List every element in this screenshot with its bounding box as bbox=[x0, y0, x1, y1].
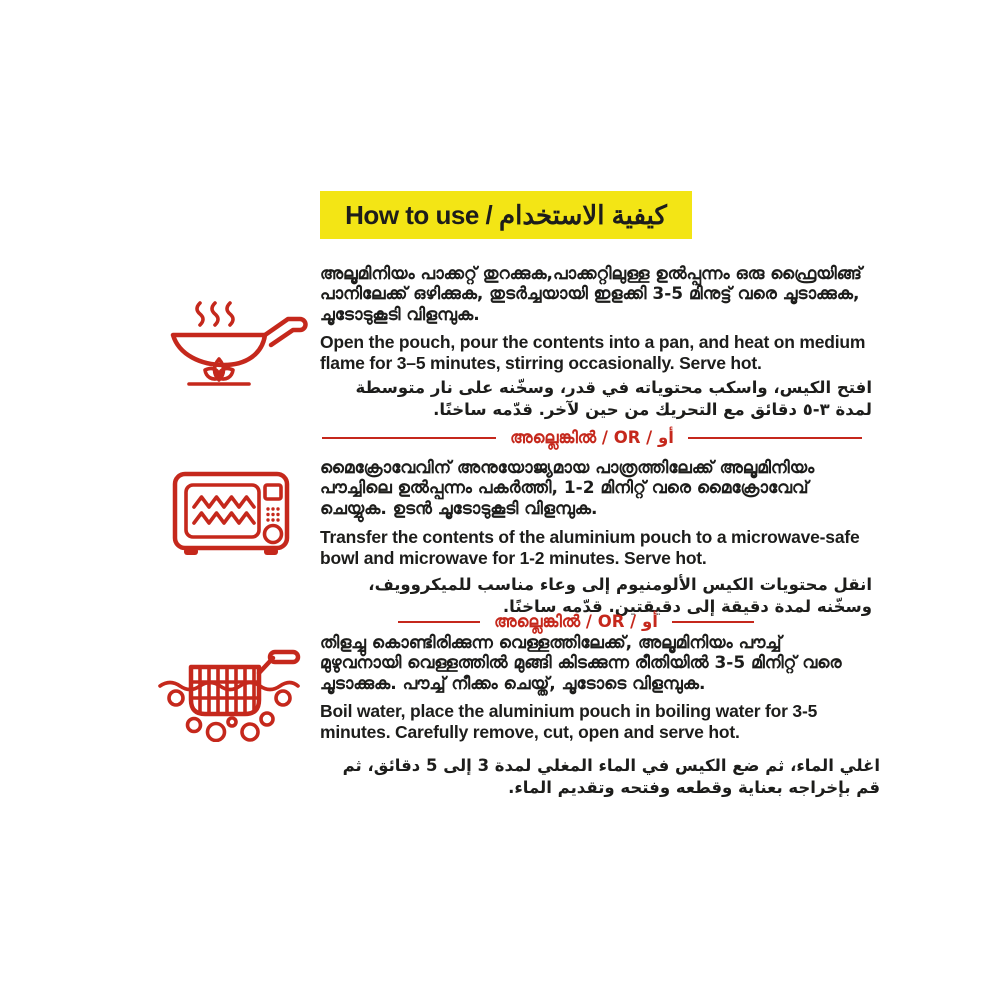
microwave-foot-left bbox=[184, 548, 198, 555]
stove-instructions-english: Open the pouch, pour the contents into a pan, and heat on medium flame for 3–5 minutes, stirring occasionally. Serve hot. bbox=[320, 332, 866, 373]
pan-body bbox=[173, 319, 306, 365]
microwave-buttons bbox=[266, 507, 279, 521]
divider-line-right bbox=[672, 621, 754, 623]
how-to-use-title-bar bbox=[320, 191, 692, 239]
or-divider-label: അല്ലെങ്കിൽ / OR / أو bbox=[494, 612, 658, 631]
wave-line-1 bbox=[194, 497, 254, 507]
microwave-instructions-malayalam: മൈക്രോവേവിന് അനുയോജ്യമായ പാത്രത്തിലേക്ക് അലൂമിനിയം പൗച്ചിലെ ഉൽപ്പന്നം പകർത്തി, 1-2 മിനിറ്റ് വരെ മൈക്രോവേവ് ചെയ്യുക. ഉടൻ ചൂടോടുകൂടി വിളമ്പുക. bbox=[320, 458, 815, 519]
boiling-instructions-english: Boil water, place the aluminium pouch in boiling water for 3-5 minutes. Carefully remove, cut, open and serve hot. bbox=[320, 701, 818, 742]
or-divider-1 bbox=[322, 426, 862, 450]
divider-line-left bbox=[398, 621, 480, 623]
divider-line-left bbox=[322, 437, 496, 439]
divider-line-right bbox=[688, 437, 862, 439]
microwave-display bbox=[265, 485, 281, 499]
microwave-knob bbox=[265, 526, 282, 543]
stove-instructions-arabic: افتح الكيس، واسكب محتوياته في قدر، وسخّنه على نار متوسطة لمدة ٣-٥ دقائق مع التحريك من حين لآخر. قدّمه ساخنًا. bbox=[355, 378, 872, 419]
boiling-instructions-malayalam: തിളച്ചു കൊണ്ടിരിക്കുന്ന വെള്ളത്തിലേക്ക്, അലൂമിനിയം പൗച്ച് മുഴുവനായി വെള്ളത്തിൽ മുങ്ങി കിടക്കുന്ന രീതിയിൽ 3-5 മിനിറ്റ് വരെ ചൂടാക്കുക. പൗച്ച് നീക്കം ചെയ്ത്, ചൂടോടെ വിളമ്പുക. bbox=[320, 633, 842, 694]
or-divider-label: അല്ലെങ്കിൽ / OR / أو bbox=[510, 428, 674, 447]
stove-instructions-malayalam: അലൂമിനിയം പാക്കറ്റ് തുറക്കുക,പാക്കറ്റിലുള്ള ഉൽപ്പന്നം ഒരു ഫ്രൈയിങ്ങ് പാനിലേക്ക് ഒഴിക്കുക, തുടർച്ചയായി ഇളക്കി 3-5 മിനുട്ട് വരെ ചൂടാക്കുക, ചൂടോടുകൂടി വിളമ്പുക. bbox=[320, 264, 862, 325]
pouch-in-boiling-water-icon bbox=[156, 642, 302, 742]
or-divider-2 bbox=[398, 610, 754, 634]
microwave-instructions-arabic: انقل محتويات الكيس الألومنيوم إلى وعاء مناسب للميكروويف، وسخّنه لمدة دقيقة إلى دقيقتين. قدّمه ساخنًا. bbox=[368, 575, 872, 616]
microwave-instructions-english: Transfer the contents of the aluminium pouch to a microwave-safe bowl and microwave for 1-2 minutes. Serve hot. bbox=[320, 527, 860, 568]
microwave-oven-icon bbox=[172, 468, 290, 562]
how-to-use-title: How to use / كيفية الاستخدام bbox=[345, 199, 667, 230]
steam-lines bbox=[197, 303, 233, 325]
boiling-instructions-arabic: اغلي الماء، ثم ضع الكيس في الماء المغلي لمدة 3 إلى 5 دقائق، ثم قم بإخراجه بعناية وقطعه وفتحه وتقديم الماء. bbox=[342, 756, 880, 797]
microwave-foot-right bbox=[264, 548, 278, 555]
steaming-pan-on-flame-icon bbox=[167, 297, 309, 387]
wave-line-2 bbox=[194, 513, 254, 523]
microwave-window bbox=[186, 485, 259, 537]
